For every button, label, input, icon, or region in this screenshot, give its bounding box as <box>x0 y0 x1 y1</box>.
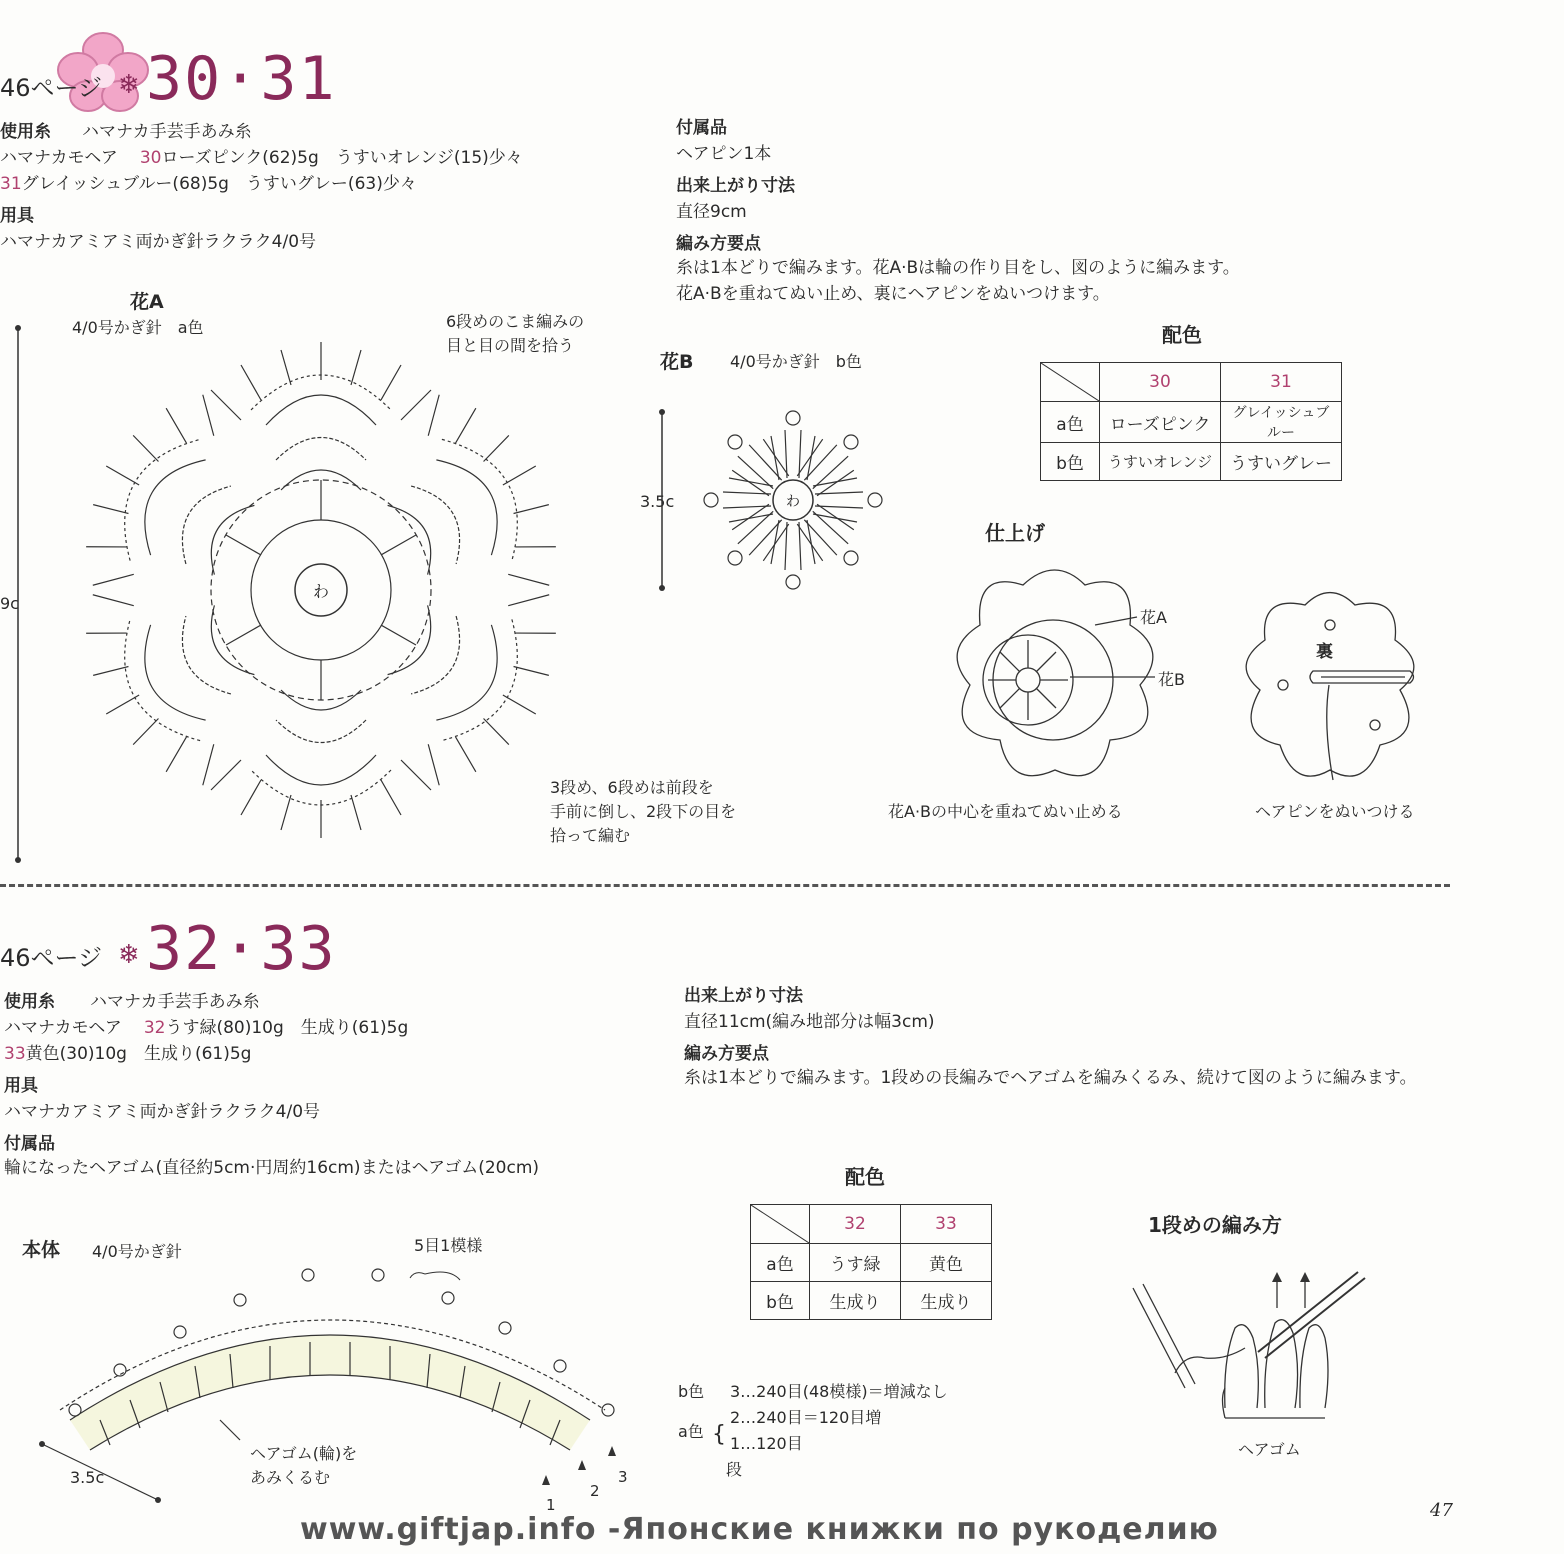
size-label: 出来上がり寸法 <box>676 176 795 196</box>
cell-b-33: 生成り <box>901 1282 992 1320</box>
finish-back-label: 裏 <box>1316 642 1333 662</box>
cell-b-31: うすいグレー <box>1221 443 1342 481</box>
finish-caption-1: 花A·Bの中心を重ねてぬい止める <box>888 802 1123 821</box>
variant-30: 30 <box>139 148 162 168</box>
tool-label-2: 用具 <box>4 1076 38 1096</box>
yarn-33-colors: 黄色(30)10g 生成り(61)5g <box>25 1044 252 1064</box>
method-label: 編み方要点 <box>676 234 761 254</box>
cell-a-30: ローズピンク <box>1100 402 1221 443</box>
accessory-label: 付属品 <box>676 118 727 138</box>
color-title: 配色 <box>1162 323 1202 347</box>
finish-label-b: 花B <box>1158 670 1185 689</box>
row1-elastic-label: ヘアゴム <box>1238 1440 1301 1459</box>
variant-31: 31 <box>0 174 22 194</box>
cell-b-30: うすいオレンジ <box>1100 443 1221 481</box>
count-a-label: a色 <box>678 1422 704 1441</box>
section-divider <box>0 884 1450 887</box>
yarn-label: 使用糸 <box>0 122 51 142</box>
flower-b-dimension: 3.5c <box>640 492 675 511</box>
row1-title: 1段めの編み方 <box>1148 1213 1282 1237</box>
body-dimension: 3.5c <box>70 1468 105 1487</box>
row-b: b色 <box>1041 443 1100 481</box>
brace-icon: { <box>712 1422 726 1447</box>
row-a-2: a色 <box>751 1244 810 1282</box>
flower-a-note-4: 手前に倒し、2段下の目を <box>550 802 737 821</box>
size-value: 直径9cm <box>676 202 747 222</box>
row-label-2: 2 <box>590 1482 600 1500</box>
finish-back-diagram <box>1225 585 1435 785</box>
flower-b-title: 花B <box>660 351 694 373</box>
col-31: 31 <box>1221 363 1342 402</box>
count-unit: 段 <box>726 1460 743 1479</box>
asterisk-icon: ❄ <box>118 70 140 100</box>
col-33: 33 <box>901 1205 992 1244</box>
row1-diagram <box>1125 1268 1375 1438</box>
accessory-value: ヘアピン1本 <box>676 144 772 164</box>
flower-a-note-1: 6段めのこま編みの <box>446 312 585 331</box>
flower-a-note-2: 目と目の間を拾う <box>446 336 575 355</box>
method-label-2: 編み方要点 <box>684 1044 769 1064</box>
flower-a-note-5: 拾って編む <box>550 826 631 845</box>
yarn-line-2 <box>0 172 417 198</box>
col-32: 32 <box>810 1205 901 1244</box>
flower-b-diagram <box>650 400 890 600</box>
pattern-number-2: 32·33 <box>146 914 337 984</box>
row-label-1: 1 <box>546 1496 556 1514</box>
footer-watermark: www.giftjap.info -Японские книжки по рукоделию <box>300 1512 1219 1547</box>
method-line-1: 糸は1本どりで編みます。花A·Bは輪の作り目をし、図のように編みます。 <box>676 258 1240 278</box>
page-ref-2: 46ページ <box>0 944 103 972</box>
cell-a-32: うす緑 <box>810 1244 901 1282</box>
col-30: 30 <box>1100 363 1221 402</box>
elastic-note-2: あみくるむ <box>250 1468 331 1487</box>
flower-a-diagram <box>10 320 570 870</box>
color-table-2 <box>750 1204 992 1320</box>
color-table <box>1040 362 1342 481</box>
row-label-3: 3 <box>618 1468 628 1486</box>
yarn-value: ハマナカ手芸手あみ糸 <box>82 122 252 142</box>
flower-a-title: 花A <box>130 291 164 313</box>
repeat-label: 5目1模様 <box>414 1236 483 1255</box>
yarn-line-2-2 <box>4 1042 251 1068</box>
tool-value: ハマナカアミアミ両かぎ針ラクラク4/0号 <box>0 232 317 252</box>
body-hook: 4/0号かぎ針 <box>92 1242 182 1261</box>
count-b-label: b色 <box>678 1382 705 1401</box>
accessory-value-2: 輪になったヘアゴム(直径約5cm·円周約16cm)またはヘアゴム(20cm) <box>4 1158 540 1178</box>
method-line-2: 花A·Bを重ねてぬい止め、裏にヘアピンをぬいつけます。 <box>676 284 1110 304</box>
page-ref: 46ページ <box>0 74 103 102</box>
cell-b-32: 生成り <box>810 1282 901 1320</box>
count-b-value: 3…240目(48模様)＝増減なし <box>730 1382 948 1401</box>
row-a: a色 <box>1041 402 1100 443</box>
tool-value-2: ハマナカアミアミ両かぎ針ラクラク4/0号 <box>4 1102 321 1122</box>
yarn-30-colors: ローズピンク(62)5g うすいオレンジ(15)少々 <box>161 148 523 168</box>
elastic-note-1: ヘアゴム(輪)を <box>250 1444 358 1463</box>
count-a-row1: 1…120目 <box>730 1434 803 1453</box>
flower-b-hook: 4/0号かぎ針 b色 <box>730 352 862 371</box>
pattern-number: 30·31 <box>146 44 337 114</box>
yarn-31-colors: グレイッシュブルー(68)5g うすいグレー(63)少々 <box>21 174 417 194</box>
method-line-2-1: 糸は1本どりで編みます。1段めの長編みでヘアゴムを編みくるみ、続けて図のように編みます。 <box>684 1068 1417 1088</box>
flower-a-dimension: 9c <box>0 594 19 613</box>
cell-a-33: 黄色 <box>901 1244 992 1282</box>
asterisk-icon-2: ❄ <box>118 940 140 970</box>
size-value-2: 直径11cm(編み地部分は幅3cm) <box>684 1012 935 1032</box>
color-title-2: 配色 <box>845 1165 885 1189</box>
yarn-value-2: ハマナカ手芸手あみ糸 <box>90 992 260 1012</box>
tool-label: 用具 <box>0 206 34 226</box>
yarn-brand: ハマナカモヘア <box>0 148 118 168</box>
finish-caption-2: ヘアピンをぬいつける <box>1255 802 1415 821</box>
cell-a-31: グレイッシュブルー <box>1221 402 1342 443</box>
finish-label-a: 花A <box>1140 608 1167 627</box>
flower-b-center: わ <box>786 494 800 510</box>
accessory-label-2: 付属品 <box>4 1134 55 1154</box>
variant-33: 33 <box>4 1044 26 1064</box>
flower-a-center: わ <box>312 582 330 601</box>
count-a-row2: 2…240目＝120目増 <box>730 1408 882 1427</box>
row-b-2: b色 <box>751 1282 810 1320</box>
finish-title: 仕上げ <box>985 521 1045 545</box>
variant-32: 32 <box>143 1018 166 1038</box>
body-title: 本体 <box>22 1239 61 1261</box>
diagonal-cell <box>1041 363 1100 402</box>
size-label-2: 出来上がり寸法 <box>684 986 803 1006</box>
yarn-32-colors: うす緑(80)10g 生成り(61)5g <box>165 1018 409 1038</box>
yarn-label-2: 使用糸 <box>4 992 55 1012</box>
diagonal-cell-2 <box>751 1205 810 1244</box>
flower-a-note-3: 3段め、6段めは前段を <box>550 778 714 797</box>
yarn-line-1-2 <box>4 1016 408 1042</box>
yarn-line-1 <box>0 146 523 172</box>
yarn-brand-2: ハマナカモヘア <box>4 1018 122 1038</box>
body-diagram <box>30 1260 650 1520</box>
page-number: 47 <box>1430 1500 1453 1521</box>
flower-a-hook: 4/0号かぎ針 a色 <box>72 318 204 337</box>
